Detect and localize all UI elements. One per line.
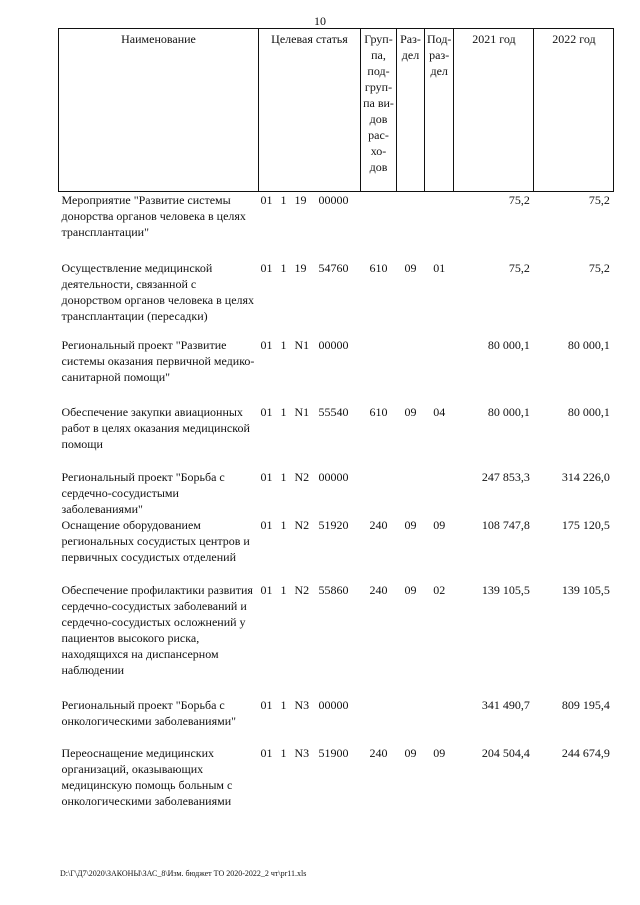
row-section [397, 337, 425, 404]
row-value-2021: 75,2 [508, 193, 530, 207]
row-group [361, 192, 397, 260]
header-name: Наименование [59, 29, 259, 192]
row-value-2021: 75,2 [508, 260, 530, 275]
row-name: Региональный проект "Борьба с сердечно-сосудистыми заболеваниями" [61, 469, 225, 516]
row-name: Оснащение оборудованием региональных сосудистых центров и первичных сосудистых отделений [61, 517, 250, 564]
header-2022: 2022 год [534, 29, 614, 192]
header-target-article: Целевая статья [259, 29, 361, 192]
row-value-2021: 204 504,4 [481, 745, 530, 760]
row-value-2022: 139 105,5 [561, 582, 610, 597]
row-value-2021: 341 490,7 [481, 697, 530, 712]
row-group [361, 469, 397, 517]
row-section [397, 469, 425, 517]
row-value-2022: 80 000,1 [567, 337, 610, 352]
row-name: Региональный проект "Борьба с онкологическими заболеваниями" [61, 697, 237, 728]
row-section: 09 [404, 582, 417, 597]
row-subsection: 09 [433, 745, 446, 760]
row-section: 09 [404, 745, 417, 760]
row-target-article: 01 1 19 00000 [260, 193, 349, 207]
row-target-article: 01 1 N1 00000 [260, 337, 349, 352]
table-row [59, 517, 614, 582]
row-value-2022: 809 195,4 [561, 697, 610, 712]
table-row [59, 404, 614, 469]
row-value-2022: 314 226,0 [561, 469, 610, 484]
row-value-2021: 80 000,1 [487, 404, 530, 419]
row-value-2022: 75,2 [588, 260, 610, 275]
row-target-article: 01 1 N2 55860 [260, 582, 349, 597]
row-subsection [425, 192, 454, 260]
table-row [59, 469, 614, 517]
row-section [397, 192, 425, 260]
row-group: 610 [369, 404, 388, 419]
table-row [59, 192, 614, 260]
row-section: 09 [404, 404, 417, 419]
row-name: Переоснащение медицинских организаций, оказывающих медицинскую помощь больным с онкологическими заболеваниями [61, 745, 233, 808]
file-path-footer: D:\Г\Д7\2020\ЗАКОНЫ\ЗАС_8\Изм. бюджет ТО 2020-2022_2 чт\pr11.xls [60, 869, 307, 878]
row-group [361, 337, 397, 404]
row-group: 610 [369, 260, 388, 275]
table-row [59, 745, 614, 815]
row-value-2021: 247 853,3 [481, 469, 530, 484]
row-target-article: 01 1 N2 51920 [260, 517, 349, 532]
row-value-2021: 80 000,1 [487, 337, 530, 352]
row-group: 240 [369, 517, 388, 532]
row-section: 09 [404, 260, 417, 275]
row-subsection [425, 469, 454, 517]
row-target-article: 01 1 N2 00000 [260, 469, 349, 484]
header-2021: 2021 год [454, 29, 534, 192]
header-subsection: Под-раз-дел [425, 29, 454, 192]
table-row [59, 582, 614, 697]
row-subsection [425, 697, 454, 745]
table-row [59, 697, 614, 745]
row-value-2021: 139 105,5 [481, 582, 530, 597]
row-target-article: 01 1 N3 00000 [260, 697, 349, 712]
row-section: 09 [404, 517, 417, 532]
row-name: Мероприятие "Развитие системы донорства органов человека в целях трансплантации" [61, 193, 246, 239]
row-value-2022: 80 000,1 [567, 404, 610, 419]
row-subsection: 01 [433, 260, 446, 275]
page-number: 10 [314, 14, 326, 28]
row-value-2022: 75,2 [588, 193, 610, 207]
row-group [361, 697, 397, 745]
row-subsection: 02 [433, 582, 446, 597]
row-value-2022: 244 674,9 [561, 745, 610, 760]
row-subsection [425, 337, 454, 404]
row-group: 240 [369, 582, 388, 597]
row-target-article: 01 1 N3 51900 [260, 745, 349, 760]
budget-table [58, 28, 614, 815]
row-group: 240 [369, 745, 388, 760]
row-value-2022: 175 120,5 [561, 517, 610, 532]
table-row [59, 260, 614, 337]
table-row [59, 337, 614, 404]
row-subsection: 09 [433, 517, 446, 532]
row-subsection: 04 [433, 404, 446, 419]
row-name: Обеспечение профилактики развития сердечно-сосудистых заболеваний и сердечно-сосудистых осложнений у пациентов высокого риска, находящихся на диспансерном наблюдении [61, 582, 253, 677]
row-target-article: 01 1 N1 55540 [260, 404, 349, 419]
row-value-2021: 108 747,8 [481, 517, 530, 532]
row-name: Региональный проект "Развитие системы оказания первичной медико-санитарной помощи" [61, 337, 255, 384]
row-name: Осуществление медицинской деятельности, связанной с донорством органов человека в целях трансплантации (пересадки) [61, 260, 255, 323]
header-group: Груп-па, под-груп-па ви-дов рас-хо-дов [361, 29, 397, 192]
row-name: Обеспечение закупки авиационных работ в целях оказания медицинской помощи [61, 404, 250, 451]
header-section: Раз-дел [397, 29, 425, 192]
row-target-article: 01 1 19 54760 [260, 260, 349, 275]
row-section [397, 697, 425, 745]
header-row [59, 29, 614, 192]
